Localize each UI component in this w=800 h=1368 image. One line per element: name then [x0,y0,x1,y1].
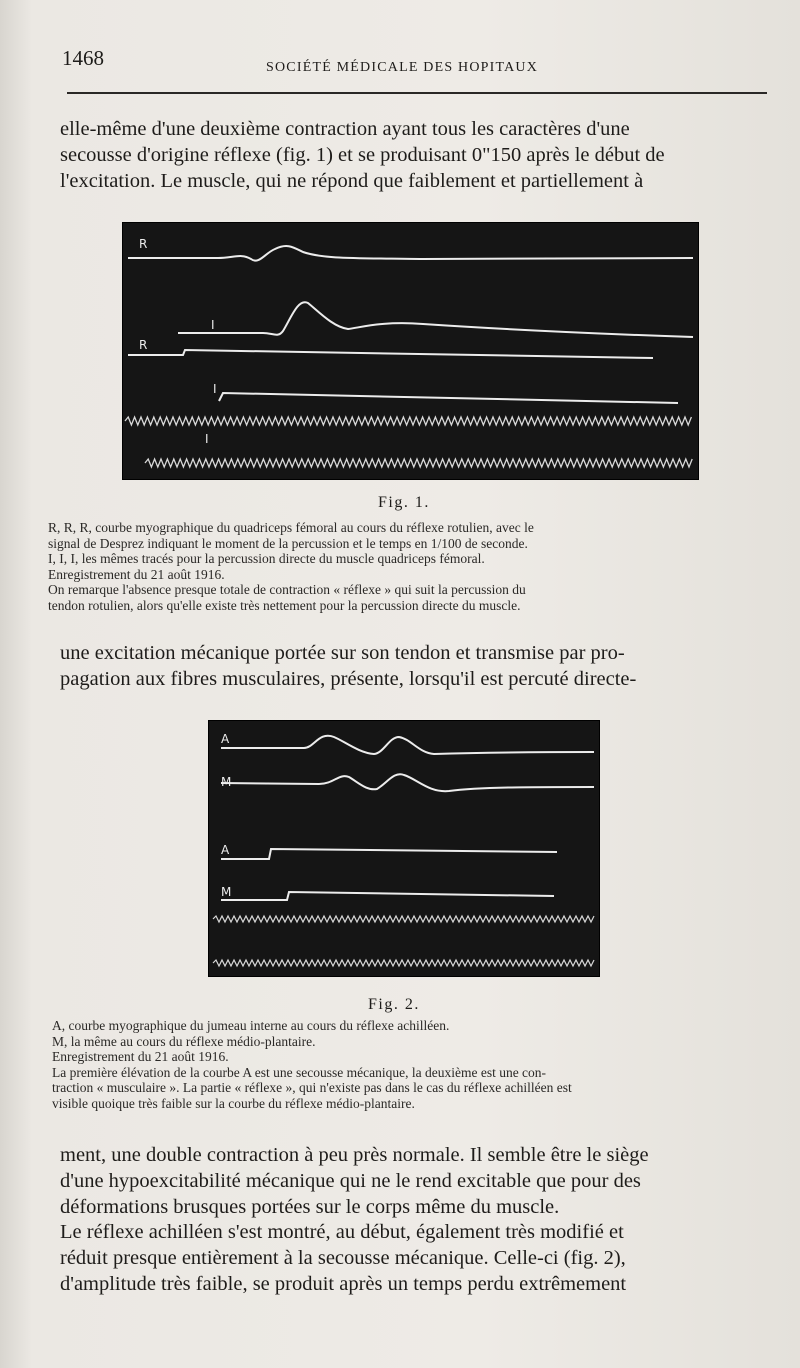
figure-1-title: Fig. 1. [378,494,430,511]
legend-line: Enregistrement du 21 août 1916. [48,566,225,582]
legend-line: visible quoique très faible sur la courbe du réflexe médio-plantaire. [52,1095,415,1111]
signal-a [221,849,557,859]
trace-label: A [221,843,230,857]
paragraph-2 [60,640,768,692]
signal-r [128,350,653,358]
figure-2-traces [209,721,599,976]
trace-i-1 [178,302,693,337]
trace-label: I [211,318,215,332]
running-title: SOCIÉTÉ MÉDICALE DES HOPITAUX [266,60,539,75]
legend-line: signal de Desprez indiquant le moment de la percussion et le temps en 1/100 de seconde. [48,535,528,551]
legend-line: I, I, I, les mêmes tracés pour la percussion directe du muscle quadriceps fémoral. [48,551,485,566]
text-line: déformations brusques portées sur le corps même du muscle. [60,1196,560,1218]
time-trace-4 [213,960,594,966]
text-line: pagation aux fibres musculaires, présente, lorsqu'il est percuté directe- [60,668,637,690]
figure-1-image [122,222,699,480]
time-trace-1 [125,417,691,425]
trace-a-1 [221,736,594,754]
page-header [62,44,768,84]
page-number: 1468 [62,46,104,70]
text-line: d'amplitude très faible, se produit après un temps perdu extrêmement [60,1273,627,1295]
text-line: secousse d'origine réflexe (fig. 1) et se produisant 0"150 après le début de [60,144,665,166]
legend-line: A, courbe myographique du jumeau interne au cours du réflexe achilléen. [52,1018,450,1033]
trace-label: I [205,432,209,446]
text-line: l'excitation. Le muscle, qui ne répond que faiblement et partiellement à [60,170,644,192]
trace-label: I [213,382,217,396]
time-trace-2 [145,459,692,467]
legend-line: R, R, R, courbe myographique du quadriceps fémoral au cours du réflexe rotulien, avec le [48,520,534,535]
legend-line: Enregistrement du 21 août 1916. [52,1049,229,1064]
figure-2-legend [52,1018,752,1111]
signal-m [221,892,554,900]
header-rule [67,92,767,94]
text-line: Le réflexe achilléen s'est montré, au début, également très modifié et [60,1221,624,1243]
trace-label: M [221,885,232,899]
trace-label: A [221,732,230,746]
legend-line: On remarque l'absence presque totale de contraction « réflexe » qui suit la percussion du [48,582,526,597]
figure-2-title: Fig. 2. [368,996,420,1013]
trace-label: M [221,775,232,789]
time-trace-3 [213,916,594,922]
figure-2-image [208,720,600,977]
text-line: d'une hypoexcitabilité mécanique qui ne le rend excitable que pour des [60,1170,641,1192]
trace-label: R [139,237,148,251]
legend-line: M, la même au cours du réflexe médio-plantaire. [52,1033,316,1049]
trace-m-1 [221,774,594,791]
text-line: une excitation mécanique portée sur son tendon et transmise par pro- [60,642,625,664]
text-line: réduit presque entièrement à la secousse mécanique. Celle-ci (fig. 2), [60,1247,626,1269]
trace-r-1 [128,246,693,261]
paragraph-4 [60,1219,750,1297]
figure-1-legend [48,520,760,613]
legend-line: La première élévation de la courbe A est une secousse mécanique, la deuxième est une con- [52,1064,547,1080]
figure-1-traces [123,223,698,479]
paragraph-1 [60,116,768,194]
trace-label: R [139,338,148,352]
signal-i [219,393,678,403]
paragraph-3 [60,1142,750,1220]
text-line: ment, une double contraction à peu près normale. Il semble être le siège [60,1144,649,1166]
text-line: elle-même d'une deuxième contraction ayant tous les caractères d'une [60,118,630,140]
legend-line: traction « musculaire ». La partie « réflexe », qui n'existe pas dans le cas du réflexe achilléen est [52,1080,572,1095]
legend-line: tendon rotulien, alors qu'elle existe très nettement pour la percussion directe du muscle. [48,597,521,613]
